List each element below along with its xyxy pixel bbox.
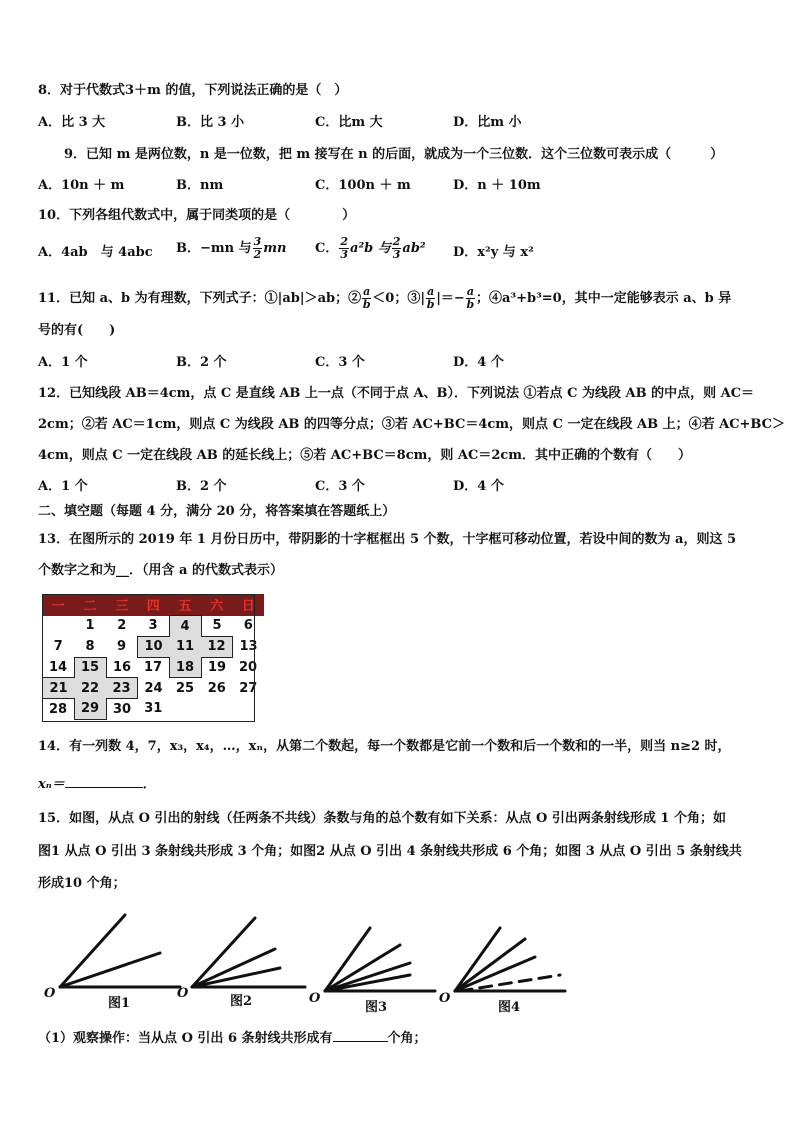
- calendar-cell: 3: [138, 616, 170, 637]
- origin-label: O: [309, 991, 321, 1006]
- q11-stem: 11．已知 a、b 为有理数，下列式子：①|ab|＞ab；② $\frac{a}{b}$ ＜0；③| $\frac{a}{b}$ |＝− $\frac{a}{b}$ ；④a³+b³=0，其中一定能够表示 a、b 异: [38, 285, 732, 311]
- q10-stem: 10．下列各组代数式中，属于同类项的是（ ）: [38, 208, 356, 223]
- figure-1-rays: [60, 915, 180, 987]
- q14-answer-blank[interactable]: [65, 787, 143, 788]
- q14-line1: 14．有一列数 4，7，x₃，x₄，…，xₙ，从第二个数起，每一个数都是它前一个数和后一个数和的一半，则当 n≥2 时，: [38, 739, 731, 754]
- q12-line3: 4cm，则点 C 一定在线段 AB 的延长线上；⑤若 AC+BC＝8cm，则 AC＝2cm．其中正确的个数有（ ）: [38, 448, 692, 463]
- calendar-cell-shaded: 12: [201, 636, 233, 657]
- q8-option-b: B．比 3 小: [176, 115, 245, 130]
- q11-option-a: A．1 个: [38, 355, 88, 370]
- origin-label: O: [44, 986, 56, 1001]
- calendar-cell: 28: [48, 701, 68, 717]
- calendar-cell: [169, 699, 201, 720]
- q11-option-d: D．4 个: [453, 355, 504, 370]
- calendar-header: 四: [138, 594, 170, 616]
- origin-label: O: [177, 986, 189, 1001]
- q13-line1: 13．在图所示的 2019 年 1 月份日历中，带阴影的十字框框出 5 个数，十字框可移动位置，若设中间的数为 a，则这 5: [38, 532, 737, 547]
- calendar-cell: 25: [175, 680, 195, 696]
- q15-sub1: （1）观察操作：当从点 O 引出 6 条射线共形成有 个角；: [38, 1031, 427, 1046]
- calendar-header: 日: [233, 594, 265, 616]
- calendar-header: 三: [106, 594, 138, 616]
- q15-answer-blank[interactable]: [333, 1041, 388, 1042]
- q12-option-a: A．1 个: [38, 479, 88, 494]
- calendar-cell: 24: [144, 680, 163, 696]
- calendar-cell-shaded: 15: [74, 657, 106, 678]
- calendar-cell: 16: [112, 659, 132, 675]
- q13-line2: 个数字之和为__．（用含 a 的代数式表示）: [38, 563, 283, 578]
- q15-line2: 图1 从点 O 引出 3 条射线共形成 3 个角；如图2 从点 O 引出 4 条射线共形成 6 个角；如图 3 从点 O 引出 5 条射线共: [38, 844, 742, 859]
- calendar-cell-shaded: 11: [169, 636, 201, 657]
- figure-caption: 图4: [498, 1000, 521, 1015]
- calendar-cell: [201, 699, 233, 720]
- q10-option-c: C． $\frac{2}{3}$ a²b 与 $\frac{2}{3}$ ab²: [315, 235, 426, 261]
- q9-option-b: B．nm: [176, 178, 224, 193]
- q11-option-c: C．3 个: [315, 355, 365, 370]
- calendar-cell: 2: [117, 618, 127, 634]
- calendar-table: [42, 594, 265, 720]
- calendar-cell: 31: [144, 701, 163, 717]
- ray-figures: [30, 905, 590, 1020]
- q14-line2: xₙ＝ ．: [38, 777, 156, 792]
- calendar-cell: 13: [239, 639, 258, 654]
- q9-stem: 9．已知 m 是两位数，n 是一位数，把 m 接写在 n 的后面，就成为一个三位数．这个三位数可表示成（ ）: [64, 147, 724, 162]
- calendar-row: [43, 657, 265, 678]
- calendar-header: 一: [43, 594, 75, 616]
- figure-caption: 图3: [365, 1000, 388, 1015]
- calendar-cell-shaded: 21: [43, 678, 75, 699]
- q8-stem: 8．对于代数式3＋m 的值，下列说法正确的是（ ）: [38, 83, 348, 98]
- figure-caption: 图1: [108, 996, 131, 1011]
- calendar-cell: 17: [138, 657, 170, 678]
- calendar-cell: 8: [85, 638, 95, 654]
- calendar-cell: 27: [239, 680, 258, 696]
- calendar-cell: 6: [243, 618, 253, 634]
- calendar-cell: 5: [212, 618, 222, 633]
- q12-line2: 2cm；②若 AC＝1cm，则点 C 为线段 AB 的四等分点；③若 AC+BC＝4cm，则点 C 一定在线段 AB 上；④若 AC+BC＞: [38, 417, 786, 432]
- q9-option-a: A．10n ＋ m: [38, 178, 125, 193]
- calendar-cell: 1: [85, 618, 95, 634]
- calendar-cell-shaded: 23: [106, 678, 138, 699]
- calendar-cell: [233, 699, 265, 720]
- calendar-cell: 9: [116, 639, 127, 654]
- q8-option-c: C．比m 大: [315, 115, 383, 130]
- calendar-cell: 19: [207, 660, 227, 675]
- calendar-cell: 30: [112, 701, 132, 717]
- calendar-cell: 26: [207, 680, 226, 696]
- calendar-header-row: [43, 594, 265, 616]
- calendar-cell-shaded: 22: [74, 678, 106, 699]
- calendar-cell-shaded: 10: [138, 636, 170, 657]
- section-heading: 二、填空题（每题 4 分，满分 20 分，将答案填在答题纸上）: [38, 504, 396, 519]
- q11-option-b: B．2 个: [176, 355, 227, 370]
- figure-caption: 图2: [230, 994, 253, 1009]
- q8-option-a: A．比 3 大: [38, 115, 106, 130]
- q9-option-c: C．100n ＋ m: [315, 178, 411, 193]
- figure-4-rays: [455, 928, 565, 991]
- figure-2-rays: [192, 918, 305, 987]
- calendar-cell-shaded: 18: [169, 657, 201, 678]
- q15-line3: 形成10 个角；: [38, 876, 126, 891]
- calendar-row: [43, 678, 265, 699]
- q12-option-c: C．3 个: [315, 479, 365, 494]
- calendar-header: 六: [201, 594, 233, 616]
- calendar-cell: 14: [48, 659, 68, 675]
- calendar-cell-shaded: 29: [74, 699, 106, 720]
- calendar-header: 五: [169, 594, 201, 616]
- q12-line1: 12．已知线段 AB＝4cm，点 C 是直线 AB 上一点（不同于点 A、B）．下列说法 ①若点 C 为线段 AB 的中点，则 AC＝: [38, 386, 755, 401]
- calendar-row: [43, 699, 265, 720]
- calendar-cell: [43, 616, 75, 637]
- q10-option-d: D．x²y 与 x²: [453, 245, 534, 260]
- calendar-cell: 7: [53, 639, 63, 654]
- q9-option-d: D．n ＋ 10m: [453, 178, 541, 193]
- q15-line1: 15．如图，从点 O 引出的射线（任两条不共线）条数与角的总个数有如下关系：从点 O 引出两条射线形成 1 个角；如: [38, 811, 726, 826]
- calendar-row: [43, 636, 265, 657]
- calendar-cell-shaded: 4: [169, 616, 201, 637]
- q10-option-b: B．−mn 与 $\frac{3}{2}$ mn: [176, 235, 287, 261]
- calendar-row: [43, 616, 265, 637]
- q8-option-d: D．比m 小: [453, 115, 522, 130]
- figure-3-rays: [325, 928, 435, 991]
- q10-option-a: A．4ab 与 4abc: [38, 245, 153, 260]
- q11-stem-line2: 号的有( ): [38, 323, 116, 338]
- q12-option-d: D．4 个: [453, 479, 504, 494]
- calendar-header: 二: [74, 594, 106, 616]
- calendar-cell: 20: [238, 659, 258, 675]
- q12-option-b: B．2 个: [176, 479, 227, 494]
- origin-label: O: [439, 991, 451, 1006]
